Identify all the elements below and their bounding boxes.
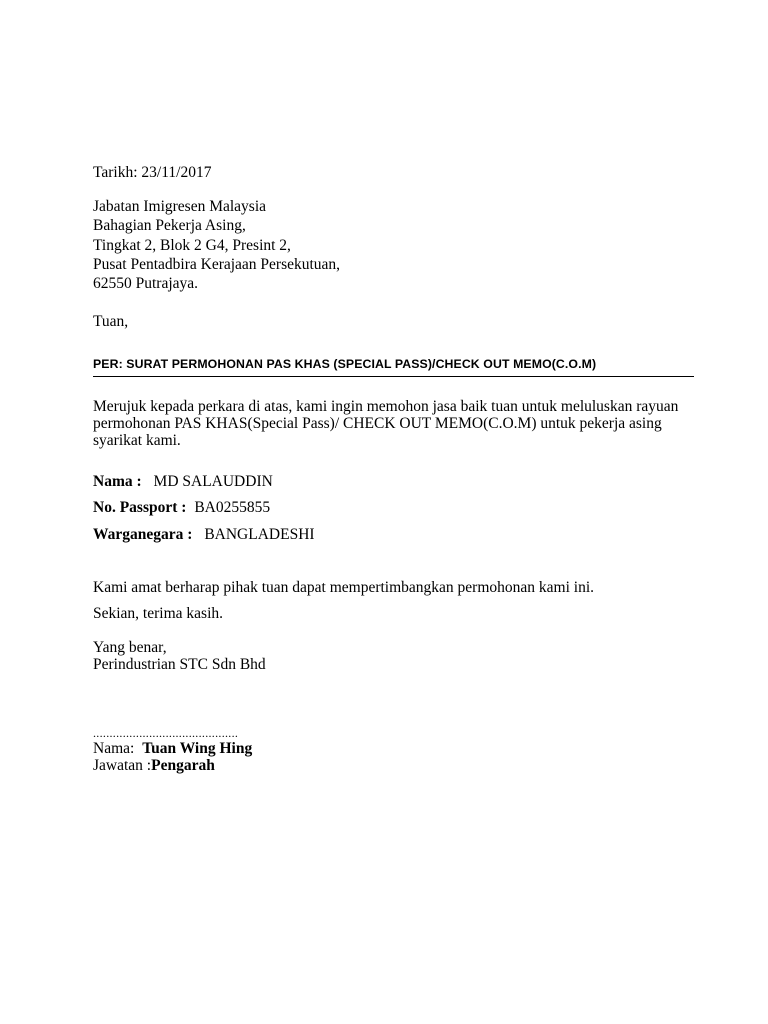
detail-nationality-label: Warganegara :	[93, 526, 193, 543]
recipient-line-3: Tingkat 2, Blok 2 G4, Presint 2,	[93, 237, 291, 254]
signatory-name-label: Nama:	[93, 740, 135, 757]
salutation: Tuan,	[93, 313, 129, 330]
subject-underline	[93, 376, 694, 377]
recipient-line-2: Bahagian Pekerja Asing,	[93, 217, 246, 234]
signatory-position-value: Pengarah	[151, 757, 215, 774]
body-line-1: Merujuk kepada perkara di atas, kami ingin memohon jasa baik tuan untuk meluluskan rayuan	[93, 398, 679, 415]
closing-sincerely: Yang benar,	[93, 639, 167, 656]
recipient-line-4: Pusat Pentadbira Kerajaan Persekutuan,	[93, 256, 341, 273]
signatory-name-value: Tuan Wing Hing	[142, 740, 253, 757]
detail-name-value: MD SALAUDDIN	[153, 473, 273, 490]
signatory-position-row	[93, 756, 215, 775]
detail-passport-value: BA0255855	[194, 499, 271, 516]
recipient-line-5: 62550 Putrajaya.	[93, 275, 199, 292]
detail-name-label: Nama :	[93, 473, 142, 490]
detail-passport-row	[93, 498, 270, 517]
body-line-3: syarikat kami.	[93, 432, 181, 449]
closing-thanks: Sekian, terima kasih.	[93, 605, 223, 622]
signatory-position-label: Jawatan :	[93, 757, 152, 774]
date-line: Tarikh: 23/11/2017	[93, 164, 212, 181]
subject-heading: PER: SURAT PERMOHONAN PAS KHAS (SPECIAL PASS)/CHECK OUT MEMO(C.O.M)	[93, 357, 597, 371]
detail-nationality-row	[93, 525, 315, 544]
signature-line: ............................................	[93, 726, 239, 740]
body-line-2: permohonan PAS KHAS(Special Pass)/ CHECK OUT MEMO(C.O.M) untuk pekerja asing	[93, 415, 662, 432]
closing-hope: Kami amat berharap pihak tuan dapat mempertimbangkan permohonan kami ini.	[93, 579, 595, 596]
company-name: Perindustrian STC Sdn Bhd	[93, 656, 266, 673]
recipient-line-1: Jabatan Imigresen Malaysia	[93, 198, 267, 215]
detail-name-row	[93, 472, 273, 491]
detail-passport-label: No. Passport :	[93, 499, 187, 516]
detail-nationality-value: BANGLADESHI	[204, 526, 315, 543]
